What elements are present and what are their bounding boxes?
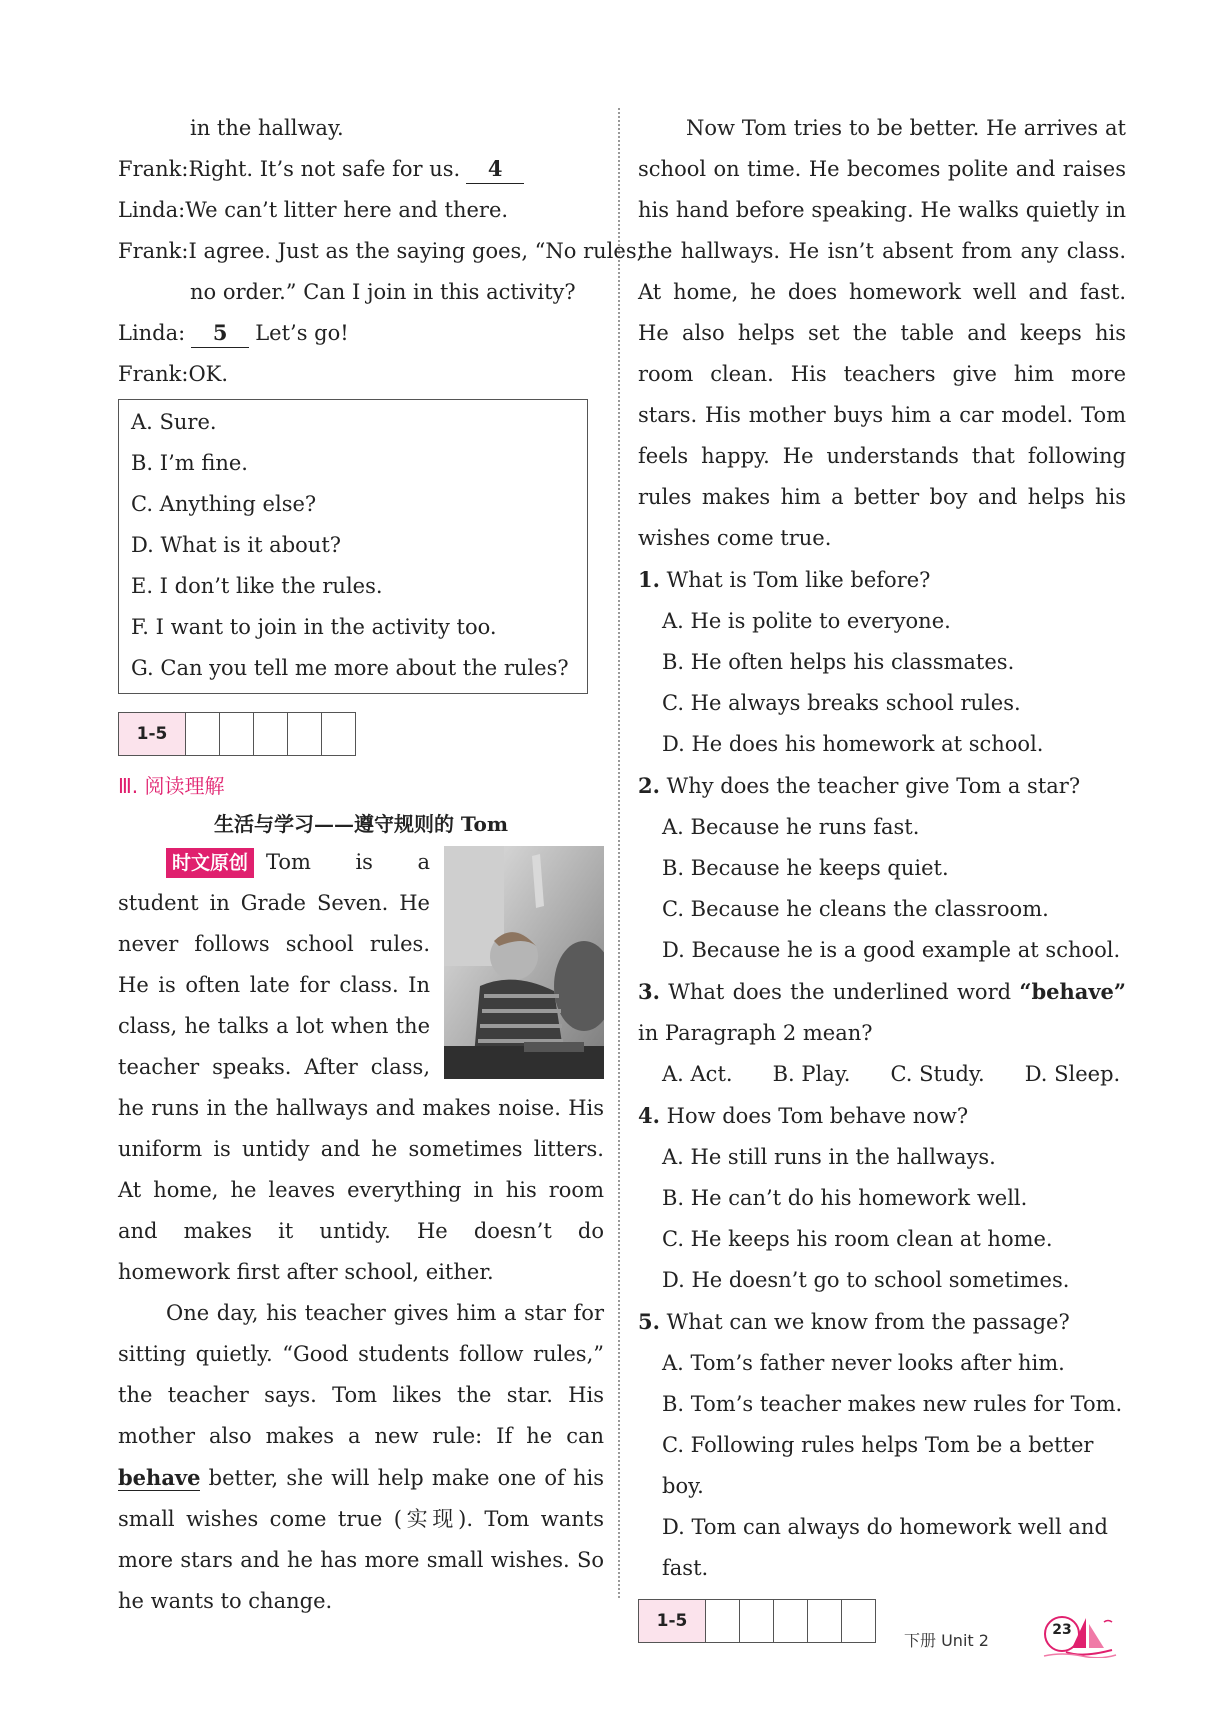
choice[interactable]: B. Tom’s teacher makes new rules for Tom.	[662, 1392, 1123, 1416]
question-2: 2. Why does the teacher give Tom a star? A. Because he runs fast. B. Because he keeps quiet. C. Because he cleans the classroom. D. Because he is a good example at school.	[638, 765, 1126, 971]
option-item: C. Anything else?	[131, 492, 317, 516]
option-item: B. I’m fine.	[131, 451, 248, 475]
answer-blank[interactable]: 4	[466, 155, 524, 184]
left-column	[118, 108, 644, 1622]
dialog-line: Frank:I agree. Just as the saying goes, “No rules,	[118, 239, 644, 263]
choice[interactable]: B. He can’t do his homework well.	[662, 1186, 1028, 1210]
choice[interactable]: C. He always breaks school rules.	[662, 691, 1021, 715]
question-5: 5. What can we know from the passage? A. Tom’s father never looks after him. B. Tom’s teacher makes new rules for Tom. C. Following rules helps Tom be a better boy. D. Tom can always do homework well and fast.	[638, 1301, 1126, 1589]
answer-grid	[118, 712, 604, 756]
dialog-line: no order.” Can I join in this activity?	[190, 280, 576, 304]
answer-cell[interactable]	[808, 1599, 842, 1643]
answer-cell[interactable]	[774, 1599, 808, 1643]
choice[interactable]: C. Study.	[890, 1062, 985, 1086]
choice[interactable]: A. He still runs in the hallways.	[662, 1145, 996, 1169]
choice[interactable]: D. Because he is a good example at school.	[662, 938, 1121, 962]
option-item: A. Sure.	[131, 410, 217, 434]
quoted-word: “behave”	[1019, 979, 1126, 1004]
answer-cell[interactable]	[254, 712, 288, 756]
option-item: D. What is it about?	[131, 533, 342, 557]
choice[interactable]: A. Because he runs fast.	[662, 815, 920, 839]
answer-blank[interactable]: 5	[191, 319, 249, 348]
question-1: 1. What is Tom like before? A. He is polite to everyone. B. He often helps his classmates. C. He always breaks school rules. D. He does his homework at school.	[638, 559, 1126, 765]
dialog-line: Frank:OK.	[118, 362, 229, 386]
answer-cell[interactable]	[322, 712, 356, 756]
section-title: Ⅲ. 阅读理解	[118, 774, 225, 798]
underlined-word: behave	[118, 1465, 201, 1490]
answer-cell[interactable]	[842, 1599, 876, 1643]
answer-cell[interactable]	[740, 1599, 774, 1643]
column-divider	[618, 108, 620, 1598]
question-3: 3. What does the underlined word “behave” in Paragraph 2 mean? A. Act. B. Play. C. Study. D. Sleep.	[638, 971, 1126, 1095]
passage-paragraph-3: Now Tom tries to be better. He arrives at school on time. He becomes polite and raises his hand before speaking. He walks quietly in the hallways. He isn’t absent from any class. At home, he does homework well and fast. He also helps set the table and keeps his room clean. His teachers give him more stars. His mother buys him a car model. Tom feels happy. He understands that following rules makes him a better boy and helps his wishes come true.	[638, 116, 1126, 550]
page-number: 23	[1052, 1622, 1072, 1638]
choice[interactable]: D. He does his homework at school.	[662, 732, 1044, 756]
choice[interactable]: A. He is polite to everyone.	[662, 609, 951, 633]
option-item: E. I don’t like the rules.	[131, 574, 383, 598]
choice[interactable]: C. Following rules helps Tom be a better boy.	[662, 1433, 1094, 1498]
answer-cell[interactable]	[220, 712, 254, 756]
choice[interactable]: A. Tom’s father never looks after him.	[662, 1351, 1065, 1375]
footer-unit: 下册 Unit 2	[904, 1631, 989, 1650]
right-column	[638, 108, 1126, 1643]
dialog-line: in the hallway.	[190, 116, 344, 140]
question-4: 4. How does Tom behave now? A. He still runs in the hallways. B. He can’t do his homework well. C. He keeps his room clean at home. D. He doesn’t go to school sometimes.	[638, 1095, 1126, 1301]
passage-paragraph-1: 时文原创 Tom is a student in Grade Seven. He never follows school rules. He is often late for class. In class, he talks a lot when the teacher speaks. After class, he runs in the hallways and makes noise. His uniform is untidy and he sometimes litters. At home, he leaves everything in his room and makes it untidy. He doesn’t do homework first after school, either.	[118, 842, 604, 1293]
answer-grid-label: 1-5	[638, 1599, 706, 1643]
dialog-line: Frank:Right. It’s not safe for us. 4	[118, 149, 604, 190]
choice[interactable]: B. Because he keeps quiet.	[662, 856, 949, 880]
answer-grid-label: 1-5	[118, 712, 186, 756]
answer-cell[interactable]	[706, 1599, 740, 1643]
passage-paragraph-2: One day, his teacher gives him a star for sitting quietly. “Good students follow rules,” the teacher says. Tom likes the star. His mother also makes a new rule: If he can behave better, she will help make one of his small wishes come true (实现). Tom wants more stars and he has more small wishes. So he wants to change.	[118, 1301, 604, 1613]
choice[interactable]: D. Tom can always do homework well and fast.	[662, 1515, 1108, 1580]
answer-cell[interactable]	[186, 712, 220, 756]
passage-title: 生活与学习——遵守规则的 Tom	[213, 812, 509, 836]
options-box	[118, 399, 588, 694]
choice[interactable]: D. Sleep.	[1024, 1062, 1121, 1086]
choice[interactable]: B. He often helps his classmates.	[662, 650, 1015, 674]
choice[interactable]: A. Act.	[662, 1062, 733, 1086]
choice[interactable]: C. Because he cleans the classroom.	[662, 897, 1049, 921]
choice[interactable]: C. He keeps his room clean at home.	[662, 1227, 1053, 1251]
classroom-photo	[444, 846, 604, 1079]
dialog-line: Linda:We can’t litter here and there.	[118, 198, 509, 222]
choice[interactable]: D. He doesn’t go to school sometimes.	[662, 1268, 1070, 1292]
option-item: G. Can you tell me more about the rules?	[131, 656, 569, 680]
dialog-line: Linda: 5 Let’s go!	[118, 313, 604, 354]
page-number-badge	[1042, 1614, 1118, 1658]
answer-cell[interactable]	[288, 712, 322, 756]
choice[interactable]: B. Play.	[772, 1062, 851, 1086]
option-item: F. I want to join in the activity too.	[131, 615, 497, 639]
original-badge: 时文原创	[166, 848, 254, 878]
